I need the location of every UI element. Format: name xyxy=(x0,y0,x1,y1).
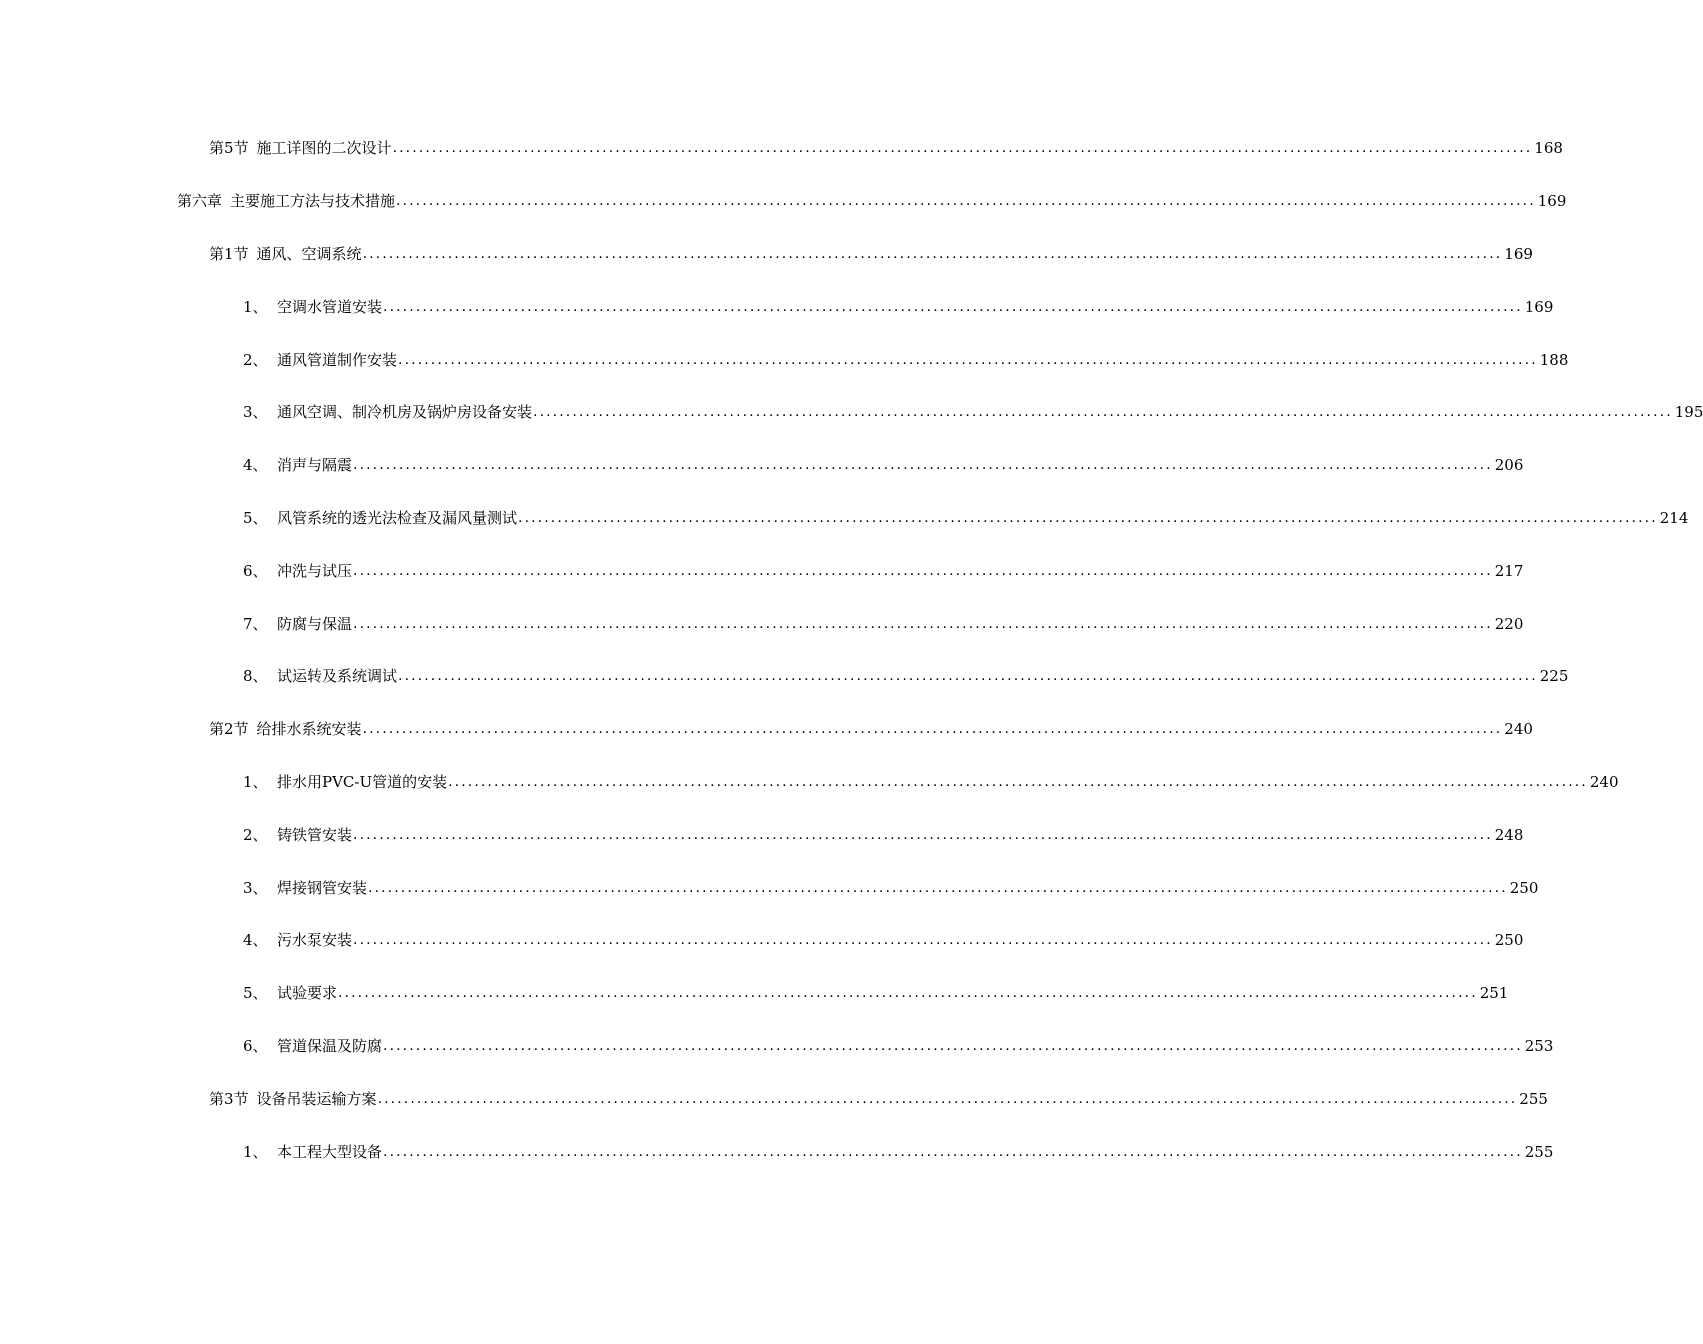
toc-page-number: 169 xyxy=(1537,192,1567,211)
toc-page-number: 169 xyxy=(1504,244,1533,263)
toc-entry-head xyxy=(209,719,362,739)
toc-entry-title: 通风空调、制冷机房及锅炉房设备安装 xyxy=(277,403,533,422)
toc-leader-dots: .............................................................................................................................................................................. xyxy=(383,1037,1523,1054)
toc-page-number: 250 xyxy=(1509,878,1539,897)
toc-entry-number: 5、 xyxy=(243,508,268,527)
toc-page-number: 240 xyxy=(1504,720,1533,739)
toc-entry-number: 6、 xyxy=(243,561,268,580)
toc-entry-head xyxy=(243,297,382,317)
toc-page-number: 251 xyxy=(1479,984,1509,1003)
toc-entry-head xyxy=(243,1142,382,1162)
toc-page-number: 240 xyxy=(1589,772,1619,791)
toc-entry-number: 第2节 xyxy=(209,720,249,739)
toc-entry-number: 5、 xyxy=(243,984,268,1003)
toc-entry-number: 2、 xyxy=(243,350,268,369)
toc-entry[interactable] xyxy=(0,439,1524,492)
toc-page-number: 250 xyxy=(1494,931,1524,950)
toc-entry-head xyxy=(243,983,337,1003)
toc-entry-number: 8、 xyxy=(243,667,268,686)
toc-entry[interactable] xyxy=(0,492,1689,545)
toc-entry-title: 通风管道制作安装 xyxy=(277,350,398,369)
toc-entry-number: 1、 xyxy=(243,1142,268,1161)
toc-entry-title: 冲洗与试压 xyxy=(277,561,353,580)
toc-entry[interactable] xyxy=(0,386,1703,439)
toc-leader-dots: .............................................................................................................................................................................. xyxy=(362,245,1503,262)
toc-leader-dots: .............................................................................................................................................................................. xyxy=(398,668,1538,685)
toc-entry[interactable] xyxy=(0,122,1563,175)
toc-leader-dots: .............................................................................................................................................................................. xyxy=(398,351,1538,368)
toc-leader-dots: .............................................................................................................................................................................. xyxy=(353,615,1493,632)
toc-entry-title: 排水用PVC-U管道的安装 xyxy=(277,772,448,791)
toc-leader-dots: .............................................................................................................................................................................. xyxy=(368,879,1508,896)
toc-entry-head xyxy=(209,138,392,158)
toc-entry-number: 1、 xyxy=(243,297,268,316)
toc-entry-head xyxy=(243,772,447,792)
toc-entry-title: 消声与隔震 xyxy=(277,456,353,475)
toc-entry-head xyxy=(209,1089,377,1109)
toc-entry[interactable] xyxy=(0,861,1539,914)
toc-page-number: 255 xyxy=(1519,1089,1548,1108)
toc-entry-number: 6、 xyxy=(243,1036,268,1055)
toc-page-number: 195 xyxy=(1674,403,1703,422)
toc-page-number: 217 xyxy=(1494,561,1524,580)
toc-leader-dots: .............................................................................................................................................................................. xyxy=(338,985,1478,1002)
toc-entry[interactable] xyxy=(0,1072,1548,1125)
toc-entry[interactable] xyxy=(0,703,1533,756)
toc-entry-title: 焊接钢管安装 xyxy=(277,878,368,897)
toc-entry-head xyxy=(243,508,517,528)
toc-entry-number: 第1节 xyxy=(209,244,249,263)
toc-entry-number: 2、 xyxy=(243,825,268,844)
toc-page-number: 253 xyxy=(1524,1036,1554,1055)
toc-entry-title: 管道保温及防腐 xyxy=(277,1036,383,1055)
toc-entry-head xyxy=(243,350,397,370)
toc-leader-dots: .............................................................................................................................................................................. xyxy=(353,932,1493,949)
toc-entry-title: 铸铁管安装 xyxy=(277,825,353,844)
toc-entry-title: 本工程大型设备 xyxy=(277,1142,383,1161)
table-of-contents xyxy=(0,122,1703,1178)
toc-entry-number: 第3节 xyxy=(209,1089,249,1108)
toc-page-number: 220 xyxy=(1494,614,1524,633)
toc-entry-number: 4、 xyxy=(243,931,268,950)
toc-leader-dots: .............................................................................................................................................................................. xyxy=(353,457,1493,474)
toc-entry-head xyxy=(243,666,397,686)
toc-leader-dots: .............................................................................................................................................................................. xyxy=(396,193,1536,210)
toc-entry[interactable] xyxy=(0,597,1524,650)
toc-entry-number: 第5节 xyxy=(209,139,249,158)
toc-entry[interactable] xyxy=(0,1020,1554,1073)
toc-page-number: 188 xyxy=(1539,350,1569,369)
toc-page-number: 255 xyxy=(1524,1142,1554,1161)
toc-leader-dots: .............................................................................................................................................................................. xyxy=(383,298,1523,315)
toc-leader-dots: .............................................................................................................................................................................. xyxy=(392,140,1533,157)
toc-entry-title: 施工详图的二次设计 xyxy=(256,139,392,158)
toc-entry[interactable] xyxy=(0,175,1567,228)
toc-entry-number: 第六章 xyxy=(177,192,223,211)
toc-entry[interactable] xyxy=(0,808,1524,861)
toc-entry-number: 7、 xyxy=(243,614,268,633)
toc-page-number: 206 xyxy=(1494,456,1524,475)
toc-entry[interactable] xyxy=(0,333,1569,386)
toc-page-number: 225 xyxy=(1539,667,1569,686)
toc-entry-head xyxy=(209,244,362,264)
toc-entry-title: 污水泵安装 xyxy=(277,931,353,950)
toc-entry-head xyxy=(243,825,352,845)
toc-leader-dots: .............................................................................................................................................................................. xyxy=(362,721,1503,738)
toc-entry[interactable] xyxy=(0,756,1619,809)
toc-leader-dots: .............................................................................................................................................................................. xyxy=(448,773,1588,790)
toc-leader-dots: .............................................................................................................................................................................. xyxy=(383,1143,1523,1160)
toc-entry-head xyxy=(177,191,395,211)
toc-entry[interactable] xyxy=(0,544,1524,597)
toc-leader-dots: .............................................................................................................................................................................. xyxy=(353,826,1493,843)
toc-entry-number: 3、 xyxy=(243,878,268,897)
toc-entry[interactable] xyxy=(0,650,1569,703)
toc-entry[interactable] xyxy=(0,914,1524,967)
toc-entry-title: 主要施工方法与技术措施 xyxy=(230,192,396,211)
toc-page-number: 169 xyxy=(1524,297,1554,316)
toc-entry-title: 防腐与保温 xyxy=(277,614,353,633)
toc-entry-title: 给排水系统安装 xyxy=(256,720,362,739)
toc-page-number: 168 xyxy=(1534,139,1563,158)
toc-entry-head xyxy=(243,1036,382,1056)
toc-entry-title: 试运转及系统调试 xyxy=(277,667,398,686)
toc-entry-head xyxy=(243,930,352,950)
toc-page-number: 248 xyxy=(1494,825,1524,844)
toc-entry-head xyxy=(243,561,352,581)
toc-entry-head xyxy=(243,614,352,634)
toc-entry[interactable] xyxy=(0,967,1509,1020)
toc-entry-number: 3、 xyxy=(243,403,268,422)
toc-entry-head xyxy=(243,455,352,475)
toc-leader-dots: .............................................................................................................................................................................. xyxy=(353,562,1493,579)
toc-entry[interactable] xyxy=(0,1125,1554,1178)
toc-entry[interactable] xyxy=(0,228,1533,281)
toc-entry-title: 设备吊装运输方案 xyxy=(256,1089,377,1108)
toc-entry-number: 1、 xyxy=(243,772,268,791)
toc-entry-head xyxy=(243,878,367,898)
toc-entry-title: 风管系统的透光法检查及漏风量测试 xyxy=(277,508,518,527)
toc-entry-title: 通风、空调系统 xyxy=(256,244,362,263)
toc-entry[interactable] xyxy=(0,280,1554,333)
toc-leader-dots: .............................................................................................................................................................................. xyxy=(518,509,1658,526)
toc-entry-title: 空调水管道安装 xyxy=(277,297,383,316)
toc-entry-number: 4、 xyxy=(243,456,268,475)
toc-entry-head xyxy=(243,402,532,422)
toc-entry-title: 试验要求 xyxy=(277,984,338,1003)
toc-leader-dots: .............................................................................................................................................................................. xyxy=(377,1090,1518,1107)
toc-page-number: 214 xyxy=(1659,508,1689,527)
toc-leader-dots: .............................................................................................................................................................................. xyxy=(533,404,1673,421)
